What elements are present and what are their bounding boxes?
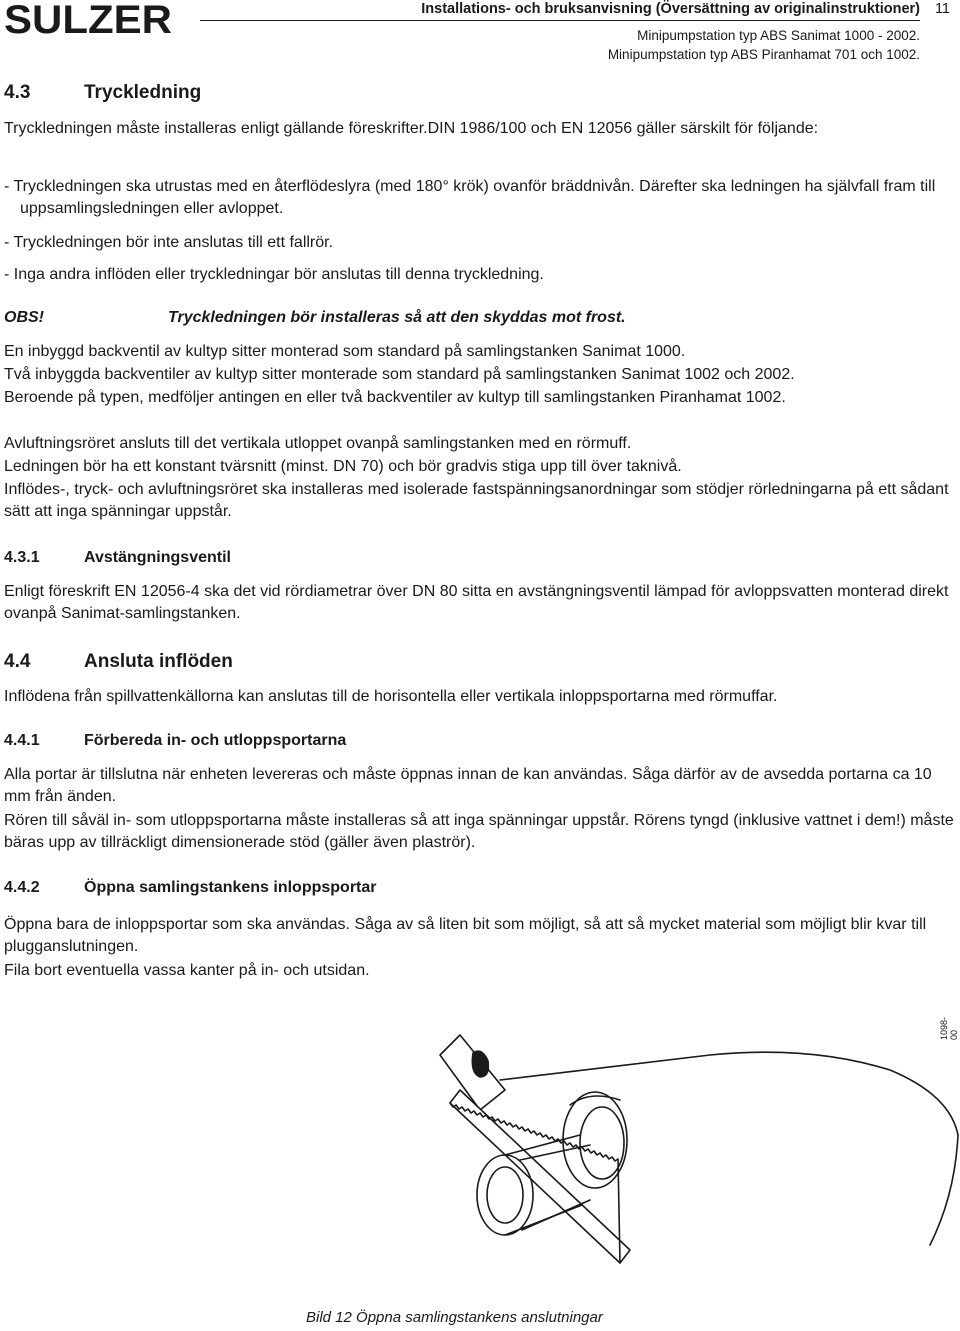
section-heading-4-3-1 <box>4 549 231 567</box>
figure-caption: Bild 12 Öppna samlingstankens anslutningar <box>306 1309 603 1326</box>
sulzer-logo: SULZER <box>4 0 172 42</box>
paragraph-line: Beroende på typen, medföljer antingen en eller två backventiler av kultyp till samlingstanken Piranhamat 1002. <box>4 389 786 406</box>
paragraph: Inflödes-, tryck- och avluftningsröret ska installeras med isolerade fastspänningsanordningar som stödjer rörledningarna på ett sådant sätt att inga spänningar uppstår. <box>4 481 949 520</box>
saw-handle <box>440 1035 505 1110</box>
saw-cutting-port-illustration <box>290 995 960 1305</box>
tank-outline <box>500 1052 958 1135</box>
list-item: - Tryckledningen ska utrustas med en återflödeslyra (med 180° krök) ovanför bräddnivån. Därefter ska ledningen ha självfall fram till uppsamlingsledningen eller avloppet. <box>4 178 936 217</box>
section-number: 4.4.1 <box>4 732 40 749</box>
figure-code: 1098-00 <box>939 1016 959 1040</box>
section-heading-4-4-2 <box>4 879 377 897</box>
paragraph-line: Avluftningsröret ansluts till det vertikala utloppet ovanpå samlingstanken med en rörmuff. <box>4 435 632 452</box>
section-title: Öppna samlingstankens inloppsportar <box>84 879 377 896</box>
section-heading-4-4 <box>4 651 233 673</box>
section-title: Tryckledning <box>84 82 202 103</box>
obs-text: Tryckledningen bör installeras så att den skyddas mot frost. <box>168 309 626 326</box>
section-title: Avstängningsventil <box>84 549 231 566</box>
paragraph: Fila bort eventuella vassa kanter på in- och utsidan. <box>4 962 370 979</box>
port-ring <box>563 1092 627 1188</box>
section-title: Förbereda in- och utloppsportarna <box>84 732 347 749</box>
paragraph: Alla portar är tillslutna när enheten levereras och måste öppnas innan de kan användas. Såga därför av de avsedda portarna ca 10 mm från änden. <box>4 766 932 805</box>
list-item: - Tryckledningen bör inte anslutas till ett fallrör. <box>4 234 334 251</box>
paragraph: Rören till såväl in- som utloppsportarna måste installeras så att inga spänningar uppstår. Rörens tyngd (inklusive vattnet i dem!) måste bäras upp av tillräckligt dimensionerade stöd (gäller även plaströr). <box>4 812 954 851</box>
list-item: - Inga andra inflöden eller tryckledningar bör anslutas till denna tryckledning. <box>4 266 544 283</box>
page-number: 11 <box>934 1 950 17</box>
paragraph-line: Ledningen bör ha ett konstant tvärsnitt (minst. DN 70) och bör gradvis stiga upp till över taknivå. <box>4 458 682 475</box>
paragraph: Enligt föreskrift EN 12056-4 ska det vid rördiametrar över DN 80 sitta en avstängningsventil lämpad för avloppsvatten monterad direkt ovanpå Sanimat-samlingstanken. <box>4 583 949 622</box>
paragraph: Tryckledningen måste installeras enligt gällande föreskrifter.DIN 1986/100 och EN 12056 gäller särskilt för följande: <box>4 120 819 137</box>
section-number: 4.4.2 <box>4 879 40 896</box>
section-number: 4.3.1 <box>4 549 40 566</box>
paragraph-line: Två inbyggda backventiler av kultyp sitter monterade som standard på samlingstanken Sanimat 1002 och 2002. <box>4 366 795 383</box>
section-title: Ansluta inflöden <box>84 651 233 672</box>
saw-blade <box>450 1090 630 1263</box>
header-rule <box>200 20 920 21</box>
obs-label: OBS! <box>4 309 44 326</box>
paragraph: Öppna bara de inloppsportar som ska användas. Såga av så liten bit som möjligt, så att så mycket material som möjligt blir kvar till plugganslutningen. <box>4 916 927 955</box>
header-subtitle-1: Minipumpstation typ ABS Sanimat 1000 - 2002. <box>637 28 920 43</box>
section-number: 4.3 <box>4 82 31 103</box>
paragraph: Inflödena från spillvattenkällorna kan anslutas till de horisontella eller vertikala inloppsportarna med rörmuffar. <box>4 688 778 705</box>
section-heading-4-3 <box>4 82 201 104</box>
section-heading-4-4-1 <box>4 732 346 750</box>
paragraph-line: En inbyggd backventil av kultyp sitter monterad som standard på samlingstanken Sanimat 1000. <box>4 343 686 360</box>
header-subtitle-2: Minipumpstation typ ABS Piranhamat 701 och 1002. <box>607 47 920 62</box>
document-title: Installations- och bruksanvisning (Översättning av originalinstruktioner) <box>421 1 920 17</box>
section-number: 4.4 <box>4 651 31 672</box>
